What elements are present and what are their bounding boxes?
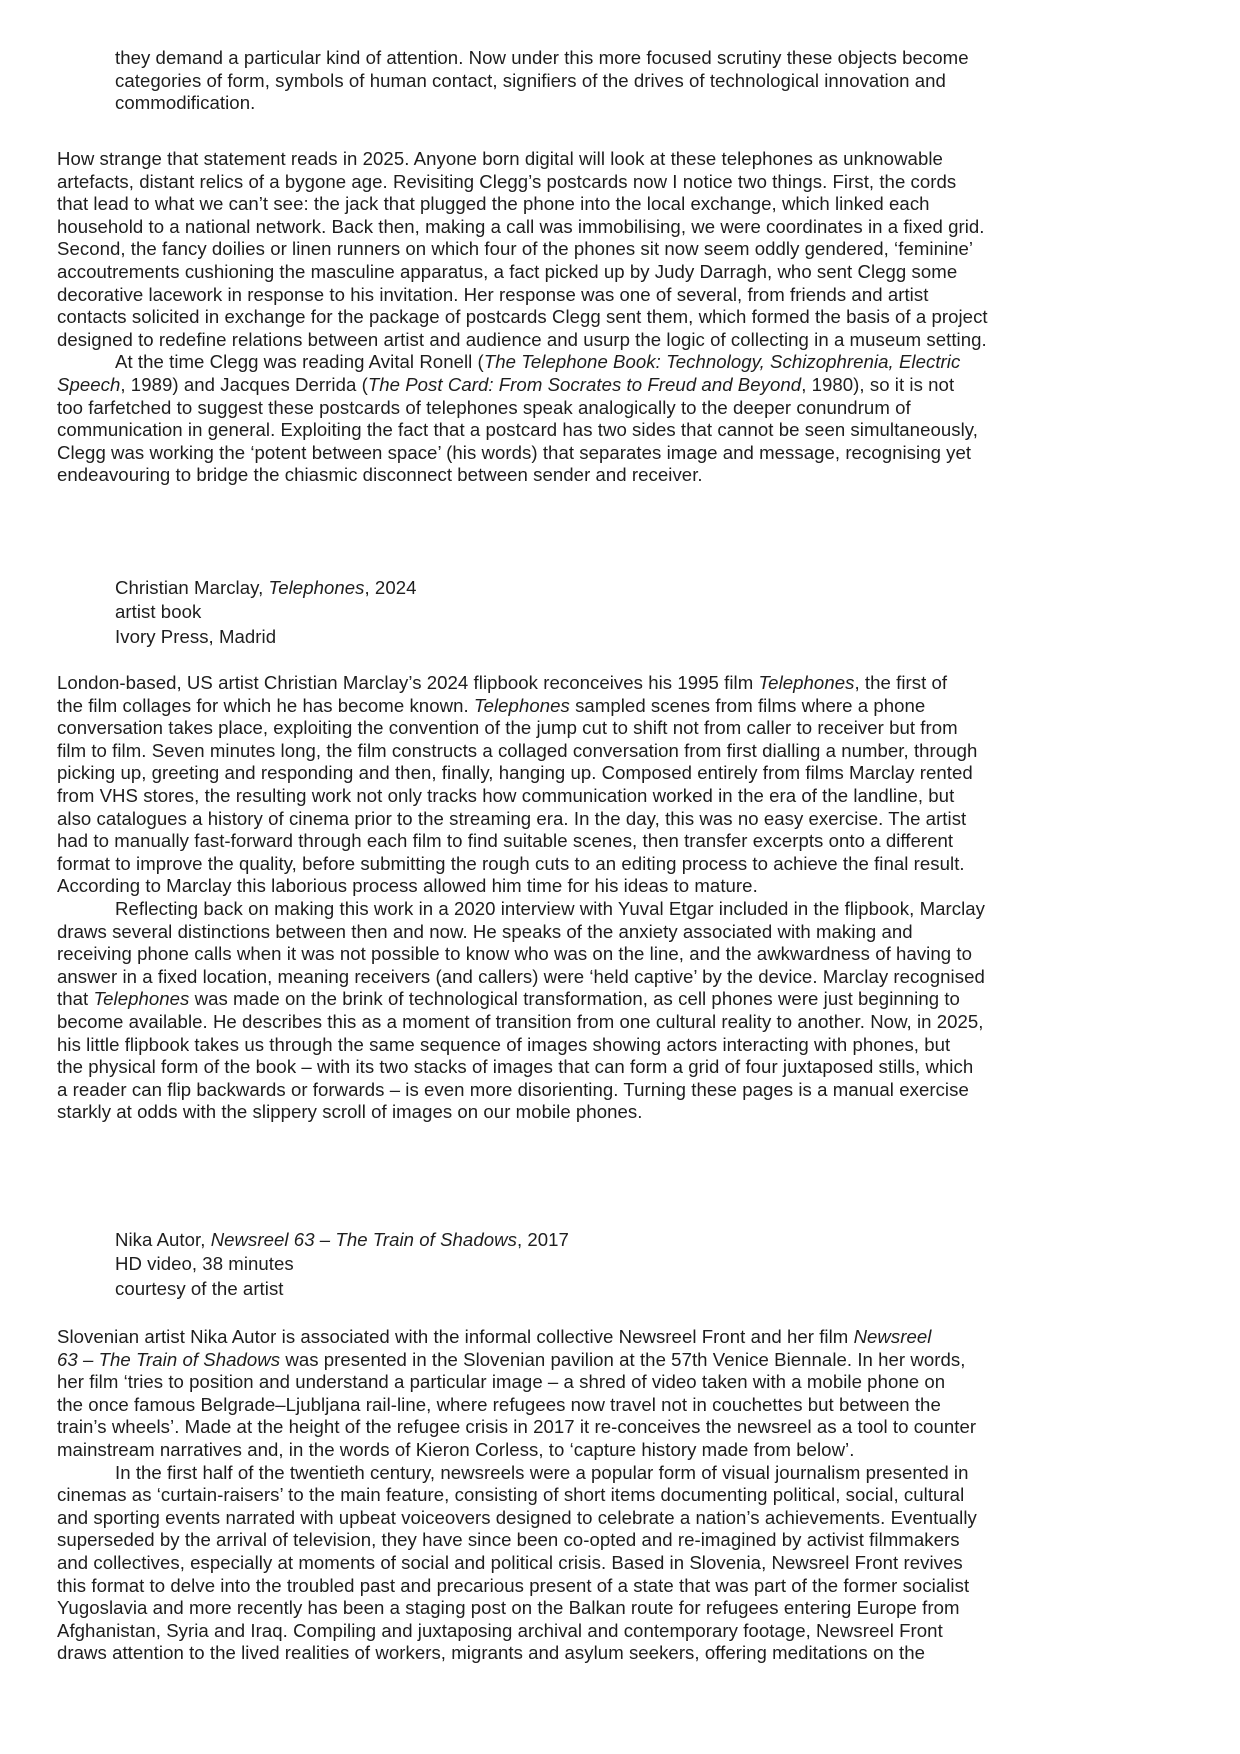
text-line (57, 808, 1197, 831)
text-run: , 2017 (516, 1229, 569, 1250)
autor-paragraph (57, 1326, 1197, 1665)
italic-title: Telephones (473, 694, 570, 716)
text-line (57, 1439, 1197, 1462)
text-line (57, 1597, 1197, 1620)
text-run: cinemas as ‘curtain-raisers’ to the main feature, consisting of short items documenting political, social, cultural (57, 1484, 965, 1506)
text-line (57, 148, 1197, 171)
text-line (115, 92, 1240, 115)
text-run: sampled scenes from films where a phone (569, 694, 926, 716)
text-run: mainstream narratives and, in the words of Kieron Corless, to ‘capture history made from below’. (57, 1438, 855, 1460)
text-run: Ivory Press, Madrid (115, 625, 277, 647)
text-run: How strange that statement reads in 2025. Anyone born digital will look at these telephones as unknowable (57, 148, 943, 169)
text-run: her film ‘tries to position and understand a particular image – a shred of video taken with a mobile phone on (57, 1371, 946, 1393)
text-run: train’s wheels’. Made at the height of the refugee crisis in 2017 it re-conceives the newsreel as a tool to counter (57, 1416, 977, 1438)
text-run: a reader can flip backwards or forwards – is even more disorienting. Turning these pages is a manual exercise (57, 1078, 969, 1100)
text-run: film to film. Seven minutes long, the film constructs a collaged conversation from first dialling a number, through (57, 739, 978, 761)
text-run: superseded by the arrival of television, they have since been co-opted and re-imagined by activist filmmakers (57, 1529, 960, 1551)
text-run: and sporting events narrated with upbeat voiceovers designed to celebrate a nation’s achievements. Eventually (57, 1506, 977, 1528)
text-line (57, 695, 1197, 718)
caption-line (115, 1277, 1240, 1301)
text-run: , 1980), so it is not (801, 373, 955, 395)
text-run: At the time Clegg was reading Avital Ronell ( (115, 351, 484, 373)
caption-line (115, 625, 1240, 649)
italic-title: The Post Card: From Socrates to Freud and Beyond (367, 373, 802, 395)
clegg-paragraph (57, 148, 1197, 487)
text-line (57, 1462, 1197, 1485)
text-line (57, 988, 1197, 1011)
text-line (57, 419, 1197, 442)
text-line (57, 1484, 1197, 1507)
text-run: Nika Autor, (115, 1229, 211, 1250)
text-run: starkly at odds with the slippery scroll of images on our mobile phones. (57, 1101, 643, 1123)
text-line (115, 47, 1240, 70)
text-line (57, 261, 1197, 284)
italic-title: Telephones (268, 577, 365, 598)
text-run: draws several distinctions between then and now. He speaks of the anxiety associated with making and (57, 920, 913, 942)
text-run: London-based, US artist Christian Marclay’s 2024 flipbook reconceives his 1995 film (57, 672, 759, 693)
caption-line (115, 576, 1240, 600)
text-run: the physical form of the book – with its two stacks of images that can form a grid of four juxtaposed stills, which (57, 1056, 974, 1078)
text-line (57, 1620, 1197, 1643)
text-run: also catalogues a history of cinema prior to the streaming era. In the day, this was no easy exercise. The artist (57, 807, 967, 829)
text-line (57, 442, 1197, 465)
italic-title: Newsreel (853, 1326, 932, 1347)
text-line (57, 853, 1197, 876)
text-run: communication in general. Exploiting the fact that a postcard has two sides that cannot be seen simultaneously, (57, 419, 978, 441)
text-line (57, 1034, 1197, 1057)
text-run: commodification. (115, 92, 256, 114)
text-run: courtesy of the artist (115, 1277, 284, 1299)
text-line (57, 216, 1197, 239)
text-line (57, 672, 1197, 695)
text-run: the once famous Belgrade–Ljubljana rail-line, where refugees now travel not in couchettes but between the (57, 1393, 941, 1415)
text-line (57, 1575, 1197, 1598)
text-run: draws attention to the lived realities of workers, migrants and asylum seekers, offering meditations on the (57, 1642, 925, 1664)
italic-title: Speech (57, 373, 121, 395)
text-line (57, 1079, 1197, 1102)
italic-title: Telephones (758, 672, 855, 693)
text-line (57, 171, 1197, 194)
text-run: become available. He describes this as a moment of transition from one cultural reality to another. Now, in 2025, (57, 1010, 984, 1032)
text-run: was made on the brink of technological transformation, as cell phones were just beginning to (189, 988, 960, 1010)
text-run: contacts solicited in exchange for the package of postcards Clegg sent them, which formed the basis of a project (57, 306, 988, 328)
text-line (57, 1552, 1197, 1575)
caption-line (115, 1228, 1240, 1252)
text-run: format to improve the quality, before submitting the rough cuts to an editing process to achieve the final result. (57, 852, 965, 874)
text-run: endeavouring to bridge the chiasmic disconnect between sender and receiver. (57, 464, 703, 486)
text-line (57, 351, 1197, 374)
text-line (57, 875, 1197, 898)
caption-line (115, 600, 1240, 624)
text-run: this format to delve into the troubled past and precarious present of a state that was part of the former socialist (57, 1574, 970, 1596)
text-line (57, 1371, 1197, 1394)
text-line (57, 1349, 1197, 1372)
text-run: Afghanistan, Syria and Iraq. Compiling and juxtaposing archival and contemporary footage, Newsreel Front (57, 1619, 943, 1641)
text-run: answer in a fixed location, meaning receivers (and callers) were ‘held captive’ by the device. Marclay recognised (57, 965, 985, 987)
text-line (57, 397, 1197, 420)
italic-title: The Telephone Book: Technology, Schizophrenia, Electric (483, 351, 961, 373)
text-line (57, 830, 1197, 853)
quote-continuation (115, 47, 1240, 115)
italic-title: Newsreel 63 – The Train of Shadows (210, 1229, 517, 1250)
text-run: his little flipbook takes us through the same sequence of images showing actors interacting with phones, but (57, 1033, 951, 1055)
text-run: had to manually fast-forward through each film to find suitable scenes, then transfer excerpts onto a different (57, 830, 954, 852)
text-line (57, 1642, 1197, 1665)
marclay-paragraph (57, 672, 1197, 1124)
text-line (57, 1507, 1197, 1530)
marclay-caption (115, 576, 1240, 649)
text-run: they demand a particular kind of attention. Now under this more focused scrutiny these objects become (115, 47, 969, 68)
text-line (57, 785, 1197, 808)
caption-line (115, 1252, 1240, 1276)
text-line (57, 966, 1197, 989)
text-run: that lead to what we can’t see: the jack that plugged the phone into the local exchange, which linked each (57, 193, 930, 215)
text-line (57, 762, 1197, 785)
text-run: Second, the fancy doilies or linen runners on which four of the phones sit now seem oddly gendered, ‘feminine’ (57, 238, 974, 260)
text-run: was presented in the Slovenian pavilion at the 57th Venice Biennale. In her words, (280, 1348, 966, 1370)
text-run: accoutrements cushioning the masculine apparatus, a fact picked up by Judy Darragh, who sent Clegg some (57, 260, 958, 282)
text-run: Yugoslavia and more recently has been a staging post on the Balkan route for refugees entering Europe from (57, 1597, 960, 1619)
text-run: the film collages for which he has become known. (57, 694, 474, 716)
text-line (57, 238, 1197, 261)
text-line (57, 284, 1197, 307)
text-line (57, 329, 1197, 352)
text-run: designed to redefine relations between artist and audience and usurp the logic of collecting in a museum setting. (57, 328, 987, 350)
italic-title: 63 – The Train of Shadows (57, 1348, 281, 1370)
text-line (57, 943, 1197, 966)
text-run: too farfetched to suggest these postcards of telephones speak analogically to the deeper conundrum of (57, 396, 911, 418)
text-run: household to a national network. Back then, making a call was immobilising, we were coordinates in a fixed grid. (57, 215, 985, 237)
text-line (57, 898, 1197, 921)
text-line (57, 1394, 1197, 1417)
text-line (57, 1529, 1197, 1552)
text-line (57, 921, 1197, 944)
text-run: from VHS stores, the resulting work not only tracks how communication worked in the era of the landline, but (57, 784, 955, 806)
text-line (57, 1011, 1197, 1034)
text-run: conversation takes place, exploiting the convention of the jump cut to shift not from caller to receiver but from (57, 717, 958, 739)
text-run: artefacts, distant relics of a bygone age. Revisiting Clegg’s postcards now I notice two things. First, the cords (57, 170, 957, 192)
text-run: , 2024 (364, 577, 417, 598)
text-run: that (57, 988, 94, 1010)
text-line (115, 70, 1240, 93)
text-run: According to Marclay this laborious process allowed him time for his ideas to mature. (57, 875, 758, 897)
text-line (57, 1056, 1197, 1079)
text-line (57, 464, 1197, 487)
text-run: , 1989) and Jacques Derrida ( (120, 373, 368, 395)
text-run: picking up, greeting and responding and then, finally, hanging up. Composed entirely from films Marclay rented (57, 762, 973, 784)
text-run: Christian Marclay, (115, 577, 269, 598)
italic-title: Telephones (93, 988, 190, 1010)
text-run: and collectives, especially at moments of social and political crisis. Based in Slovenia, Newsreel Front revives (57, 1551, 963, 1573)
text-line (57, 193, 1197, 216)
text-line (57, 374, 1197, 397)
text-line (57, 306, 1197, 329)
text-run: Reflecting back on making this work in a 2020 interview with Yuval Etgar included in the flipbook, Marclay (115, 897, 986, 919)
text-line (57, 1101, 1197, 1124)
autor-caption (115, 1228, 1240, 1301)
text-run: In the first half of the twentieth century, newsreels were a popular form of visual journalism presented in (115, 1461, 969, 1483)
text-run: HD video, 38 minutes (115, 1253, 294, 1275)
text-line (57, 740, 1197, 763)
text-run: categories of form, symbols of human contact, signifiers of the drives of technological innovation and (115, 69, 946, 91)
text-run: artist book (115, 601, 202, 623)
text-run: Clegg was working the ‘potent between space’ (his words) that separates image and message, recognising yet (57, 441, 972, 463)
text-line (57, 717, 1197, 740)
text-run: receiving phone calls when it was not possible to know who was on the line, and the awkwardness of having to (57, 943, 972, 965)
text-line (57, 1326, 1197, 1349)
text-run: Slovenian artist Nika Autor is associated with the informal collective Newsreel Front and her film (57, 1326, 854, 1347)
text-run: , the first of (854, 672, 948, 693)
text-line (57, 1416, 1197, 1439)
text-run: decorative lacework in response to his invitation. Her response was one of several, from friends and artist (57, 283, 929, 305)
